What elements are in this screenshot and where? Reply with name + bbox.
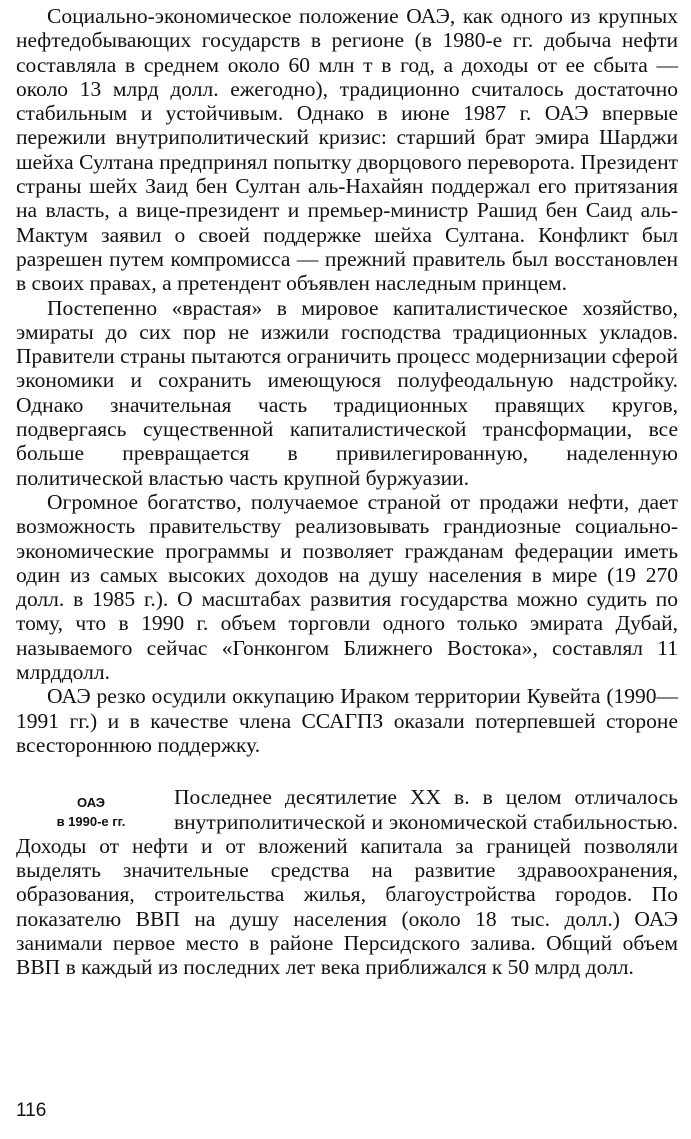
margin-heading-country: ОАЭ: [76, 795, 106, 811]
paragraph-political-crisis: Социально-экономическое положение ОАЭ, как одного из крупных нефтедобывающих государств в регионе (в 1980-е гг. добыча нефти составляла в среднем около 60 млн т в год, а доходы от ее сбыта — около 13 млрд долл. ежегодно), традиционно считалось достаточно стабильным и устойчивым. Однако в июне 1987 г. ОАЭ впервые пережили внутриполитический кризис: старший брат эмира Шарджи шейха Султана предпринял попытку дворцового переворота. Президент страны шейх Заид бен Султан аль-Нахайян поддержал его притязания на власть, а вице-президент и премьер-министр Рашид бен Саид аль-Мактум заявил о своей поддержке шейха Султана. Конфликт был разрешен путем компромисса — прежний правитель был восстановлен в своих правах, а претендент объявлен наследным принцем.: [16, 4, 678, 296]
page-number: 116: [16, 1100, 47, 1121]
paragraph-1990s-stability: Последнее десятилетие XX в. в целом отличалось внутриполитической и экономической стабильностью. Доходы от нефти и от вложений капитала за границей позволяли выделять значительные средства на развитие здравоохранения, образования, строительства жилья, благоустройства городов. По показателю ВВП на душу населения (около 18 тыс. долл.) ОАЭ занимали первое место в районе Персидского залива. Общий объем ВВП в каждый из последних лет века приближался к 50 млрд долл.: [16, 785, 678, 980]
margin-heading-period: в 1990-е гг.: [56, 814, 126, 830]
section-1990s: [16, 785, 678, 979]
page-content: [16, 4, 678, 980]
paragraph-capitalist-economy: Постепенно «врастая» в мировое капиталистическое хозяйство, эмираты до сих пор не изжили господства традиционных укладов. Правители страны пытаются ограничить процесс модернизации сферой экономики и сохранить имеющуюся полуфеодальную надстройку. Однако значительная часть традиционных правящих кругов, подвергаясь существенной капиталистической трансформации, все больше превращается в привилегированную, наделенную политической властью часть крупной буржуазии.: [16, 295, 678, 490]
paragraph-oil-wealth: Огромное богатство, получаемое страной от продажи нефти, дает возможность правительству реализовывать грандиозные социально-экономические программы и позволяет гражданам федерации иметь один из самых высоких доходов на душу населения в мире (19 270 долл. в 1985 г.). О масштабах развития государства можно судить по тому, что в 1990 г. объем торговли одного только эмирата Дубай, называемого сейчас «Гонконгом Ближнего Востока», составлял 11 млрддолл.: [16, 489, 678, 685]
margin-heading: [16, 793, 162, 831]
paragraph-kuwait-occupation: ОАЭ резко осудили оккупацию Ираком территории Кувейта (1990—1991 гг.) и в качестве члена ССАГПЗ оказали потерпевшей стороне всестороннюю поддержку.: [16, 684, 678, 757]
